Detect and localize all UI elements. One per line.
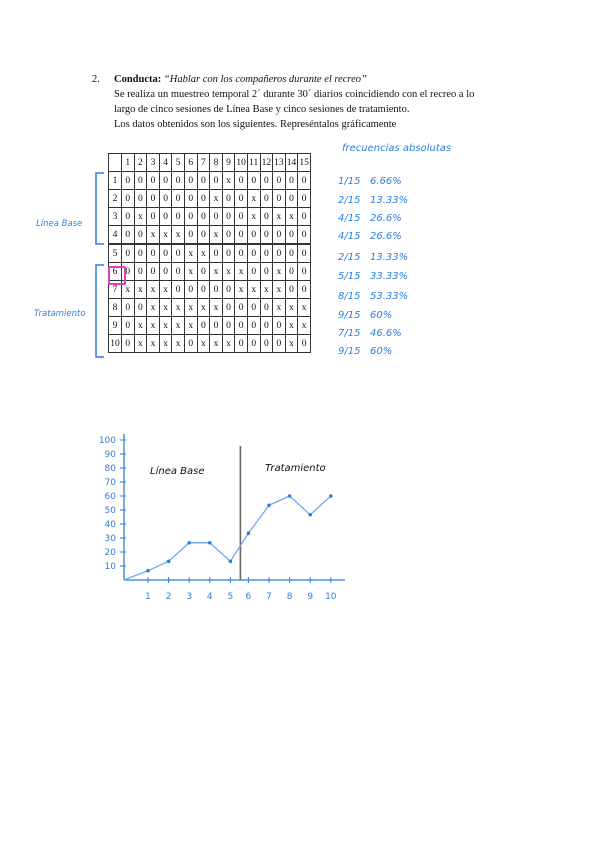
observation-cell: 0 (122, 299, 135, 317)
observation-cell: 0 (122, 172, 135, 190)
observation-cell: x (147, 299, 160, 317)
session-number: 8 (109, 299, 122, 317)
data-point (167, 560, 171, 564)
y-tick-label: 40 (104, 520, 116, 530)
observation-cell: 0 (298, 281, 311, 299)
observation-cell: x (122, 281, 135, 299)
observation-cell: x (210, 263, 223, 281)
observation-cell: 0 (172, 208, 185, 226)
y-tick-label: 20 (104, 548, 116, 558)
column-header: 2 (134, 154, 147, 172)
observation-cell: x (222, 172, 235, 190)
observation-cell: 0 (247, 244, 260, 263)
column-header: 7 (197, 154, 210, 172)
frequency-count: 4/15 (338, 213, 361, 224)
observation-cell: 0 (184, 226, 197, 245)
observation-cell: 0 (273, 335, 286, 353)
observation-cell: 0 (260, 299, 273, 317)
observation-cell: 0 (260, 208, 273, 226)
data-point (267, 504, 271, 508)
observation-cell: 0 (159, 190, 172, 208)
column-header: 1 (122, 154, 135, 172)
observation-cell: 0 (260, 317, 273, 335)
observation-cell: 0 (197, 208, 210, 226)
observation-cell: x (184, 317, 197, 335)
y-tick-label: 50 (104, 506, 116, 516)
x-tick-label: 6 (245, 592, 252, 602)
observation-cell: 0 (222, 190, 235, 208)
observation-cell: 0 (298, 244, 311, 263)
observation-cell: 0 (172, 281, 185, 299)
line-chart (99, 434, 345, 602)
column-header: 6 (184, 154, 197, 172)
observation-cell: 0 (273, 244, 286, 263)
observation-cell: 0 (134, 172, 147, 190)
observation-cell: 0 (172, 244, 185, 263)
observation-cell: x (235, 263, 248, 281)
x-tick-label: 5 (227, 592, 234, 602)
observation-cell: 0 (122, 317, 135, 335)
observation-cell: 0 (285, 190, 298, 208)
frequency-percent: 53.33% (370, 291, 409, 302)
column-header: 13 (273, 154, 286, 172)
observation-cell: x (172, 226, 185, 245)
column-header: 10 (235, 154, 248, 172)
baseline-bracket (96, 173, 104, 244)
observation-cell: 0 (159, 263, 172, 281)
observation-cell: 0 (273, 226, 286, 245)
observation-cell: 0 (147, 263, 160, 281)
observation-cell: x (134, 281, 147, 299)
observation-cell: 0 (235, 317, 248, 335)
observation-cell: 0 (222, 226, 235, 245)
observation-cell: x (210, 335, 223, 353)
observation-cell: 0 (247, 172, 260, 190)
x-tick-label: 8 (286, 592, 293, 602)
observation-cell: 0 (285, 244, 298, 263)
observation-cell: x (273, 208, 286, 226)
observation-cell: 0 (184, 208, 197, 226)
observation-cell: 0 (222, 299, 235, 317)
observation-cell: 0 (159, 244, 172, 263)
data-point (187, 541, 191, 545)
frequency-count: 5/15 (338, 271, 361, 282)
observation-cell: 0 (260, 226, 273, 245)
observation-cell: 0 (197, 263, 210, 281)
session-number: 6 (109, 263, 122, 281)
observation-cell: x (247, 190, 260, 208)
observation-cell: 0 (285, 263, 298, 281)
column-header: 12 (260, 154, 273, 172)
observation-cell: 0 (197, 226, 210, 245)
observation-cell: 0 (298, 190, 311, 208)
x-tick-label: 9 (307, 592, 314, 602)
observation-cell: x (285, 208, 298, 226)
observation-cell: x (184, 263, 197, 281)
session-number: 7 (109, 281, 122, 299)
observation-cell: 0 (273, 190, 286, 208)
data-point (247, 532, 251, 536)
y-tick-label: 30 (104, 534, 116, 544)
observation-cell: 0 (235, 172, 248, 190)
observation-cell: 0 (235, 226, 248, 245)
observation-cell: 0 (147, 244, 160, 263)
observation-cell: 0 (222, 208, 235, 226)
frequency-count: 7/15 (338, 328, 361, 339)
observation-cell: x (210, 299, 223, 317)
observation-cell: 0 (273, 317, 286, 335)
column-header: 9 (222, 154, 235, 172)
observation-cell: 0 (197, 172, 210, 190)
observation-cell: x (222, 335, 235, 353)
observation-cell: 0 (122, 244, 135, 263)
observation-cell: 0 (285, 281, 298, 299)
x-tick-label: 2 (165, 592, 172, 602)
observation-cell: 0 (222, 317, 235, 335)
observation-cell: x (147, 317, 160, 335)
observation-cell: 0 (235, 335, 248, 353)
session-number: 9 (109, 317, 122, 335)
observation-cell: 0 (235, 190, 248, 208)
session-number: 3 (109, 208, 122, 226)
observation-cell: 0 (247, 299, 260, 317)
frequency-count: 4/15 (338, 231, 361, 242)
observation-cell: 0 (235, 299, 248, 317)
observation-cell: x (159, 335, 172, 353)
observation-cell: x (159, 299, 172, 317)
observation-cell: 0 (260, 244, 273, 263)
frequencies-title: frecuencias absolutas (342, 143, 452, 154)
series-line (124, 496, 331, 580)
observation-cell: 0 (247, 226, 260, 245)
observation-cell: 0 (134, 299, 147, 317)
observation-cell: x (285, 335, 298, 353)
observation-cell: 0 (172, 263, 185, 281)
observation-cell: x (147, 226, 160, 245)
body-line: Se realiza un muestreo temporal 2´ durante 30´ diarios coincidiendo con el recreo a lo (114, 89, 475, 100)
frequency-count: 1/15 (338, 176, 361, 187)
frequency-percent: 26.6% (370, 231, 402, 242)
frequency-percent: 13.33% (370, 252, 409, 263)
column-header: 11 (247, 154, 260, 172)
y-tick-label: 10 (104, 562, 116, 572)
observation-cell: x (172, 335, 185, 353)
observation-cell: 0 (122, 208, 135, 226)
session-number: 1 (109, 172, 122, 190)
frequency-count: 2/15 (338, 252, 361, 263)
observation-cell: 0 (235, 208, 248, 226)
behavior-text: “Hablar con los compañeros durante el recreo” (163, 74, 367, 85)
observation-cell: 0 (134, 190, 147, 208)
column-header: 5 (172, 154, 185, 172)
observation-cell: 0 (197, 317, 210, 335)
baseline-side-label: Línea Base (36, 219, 83, 229)
session-number: 4 (109, 226, 122, 245)
observation-cell: x (298, 317, 311, 335)
observation-cell: 0 (210, 317, 223, 335)
observation-cell: 0 (210, 281, 223, 299)
observation-cell: 0 (298, 226, 311, 245)
observation-cell: 0 (298, 208, 311, 226)
column-header: 4 (159, 154, 172, 172)
observation-cell: 0 (247, 263, 260, 281)
y-tick-label: 70 (104, 478, 116, 488)
body-line: largo de cinco sesiones de Línea Base y cinco sesiones de tratamiento. (114, 104, 410, 115)
observation-cell: 0 (235, 244, 248, 263)
observation-cell: x (260, 281, 273, 299)
observation-cell: x (273, 299, 286, 317)
session-number: 10 (109, 335, 122, 353)
observation-cell: x (273, 263, 286, 281)
observation-cell: x (184, 244, 197, 263)
data-point (308, 513, 312, 517)
observation-cell: 0 (172, 172, 185, 190)
treatment-annotation: Tratamiento (265, 463, 326, 474)
observation-cell: 0 (247, 335, 260, 353)
observation-cell: x (134, 335, 147, 353)
frequency-count: 9/15 (338, 346, 361, 357)
frequency-percent: 26.6% (370, 213, 402, 224)
observation-cell: x (285, 317, 298, 335)
observation-cell: 0 (184, 190, 197, 208)
x-tick-label: 4 (206, 592, 213, 602)
observation-cell: x (134, 208, 147, 226)
observation-cell: x (197, 244, 210, 263)
column-header: 3 (147, 154, 160, 172)
observation-cell: 0 (184, 281, 197, 299)
data-point (146, 569, 150, 573)
observation-cell: 0 (159, 208, 172, 226)
observation-cell: 0 (197, 190, 210, 208)
frequency-percent: 60% (370, 346, 393, 357)
observation-cell: 0 (172, 190, 185, 208)
observation-cell: 0 (222, 244, 235, 263)
observation-cell: 0 (147, 190, 160, 208)
frequency-percent: 6.66% (370, 176, 402, 187)
data-point (329, 494, 333, 498)
observation-cell: 0 (134, 263, 147, 281)
observation-cell: x (235, 281, 248, 299)
frequency-percent: 33.33% (370, 271, 409, 282)
observation-cell: x (285, 299, 298, 317)
observation-cell: x (159, 317, 172, 335)
observation-cell: 0 (122, 226, 135, 245)
data-point (288, 494, 292, 498)
treatment-side-label: Tratamiento (34, 309, 86, 319)
observation-cell: x (298, 299, 311, 317)
x-tick-label: 3 (186, 592, 193, 602)
observation-cell: 0 (184, 172, 197, 190)
session-number: 2 (109, 190, 122, 208)
frequency-count: 2/15 (338, 195, 361, 206)
observation-cell: 0 (210, 172, 223, 190)
observation-cell: 0 (273, 172, 286, 190)
observation-cell: 0 (184, 335, 197, 353)
observation-cell: 0 (260, 335, 273, 353)
observation-cell: 0 (122, 190, 135, 208)
observation-cell: x (247, 208, 260, 226)
baseline-annotation: Línea Base (150, 466, 205, 477)
x-tick-label: 10 (325, 592, 337, 602)
observation-cell: 0 (134, 226, 147, 245)
observation-cell: x (273, 281, 286, 299)
column-header: 15 (298, 154, 311, 172)
observation-cell: x (147, 281, 160, 299)
observation-cell: 0 (260, 172, 273, 190)
column-header: 14 (285, 154, 298, 172)
observation-cell: 0 (122, 335, 135, 353)
conduct-label: Conducta (114, 74, 158, 85)
frequency-percent: 13.33% (370, 195, 409, 206)
y-tick-label: 90 (104, 450, 116, 460)
observation-cell: x (159, 226, 172, 245)
session-number: 5 (109, 244, 122, 263)
observation-cell: 0 (285, 226, 298, 245)
y-tick-label: 60 (104, 492, 116, 502)
observation-cell: 0 (260, 190, 273, 208)
observation-cell: 0 (298, 263, 311, 281)
frequency-percent: 60% (370, 310, 393, 321)
observation-cell: x (184, 299, 197, 317)
observation-cell: x (210, 226, 223, 245)
x-tick-label: 1 (145, 592, 151, 602)
observation-cell: 0 (147, 172, 160, 190)
observation-cell: 0 (159, 172, 172, 190)
observation-cell: 0 (122, 263, 135, 281)
frequency-percent: 46.6% (370, 328, 402, 339)
observation-cell: x (222, 263, 235, 281)
observation-cell: x (159, 281, 172, 299)
observation-cell: 0 (210, 244, 223, 263)
observation-cell: 0 (285, 172, 298, 190)
observation-cell: 0 (222, 281, 235, 299)
observation-cell: 0 (260, 263, 273, 281)
observation-cell: 0 (197, 281, 210, 299)
y-tick-label: 80 (104, 464, 116, 474)
treatment-bracket (96, 265, 104, 357)
x-tick-label: 7 (266, 592, 272, 602)
observation-cell: x (247, 281, 260, 299)
observation-cell: 0 (210, 208, 223, 226)
data-point (208, 541, 212, 545)
observation-cell: 0 (134, 244, 147, 263)
data-point (229, 560, 233, 564)
observation-cell: x (172, 299, 185, 317)
observation-cell: x (197, 335, 210, 353)
observation-cell: x (147, 335, 160, 353)
highlight-box (109, 267, 125, 284)
body-line: Los datos obtenidos son los siguientes. Represéntalos gráficamente (114, 119, 397, 130)
frequency-count: 8/15 (338, 291, 361, 302)
exercise-heading: Conducta: “Hablar con los compañeros durante el recreo” (114, 74, 367, 85)
observation-cell: x (210, 190, 223, 208)
column-header: 8 (210, 154, 223, 172)
observation-cell: 0 (147, 208, 160, 226)
observation-cell: x (197, 299, 210, 317)
observation-cell: 0 (298, 172, 311, 190)
observation-cell: x (134, 317, 147, 335)
observation-cell: 0 (247, 317, 260, 335)
exercise-number: 2. (92, 74, 100, 85)
frequency-count: 9/15 (338, 310, 361, 321)
y-tick-label: 100 (98, 436, 116, 446)
observation-cell: 0 (298, 335, 311, 353)
observation-cell: x (172, 317, 185, 335)
